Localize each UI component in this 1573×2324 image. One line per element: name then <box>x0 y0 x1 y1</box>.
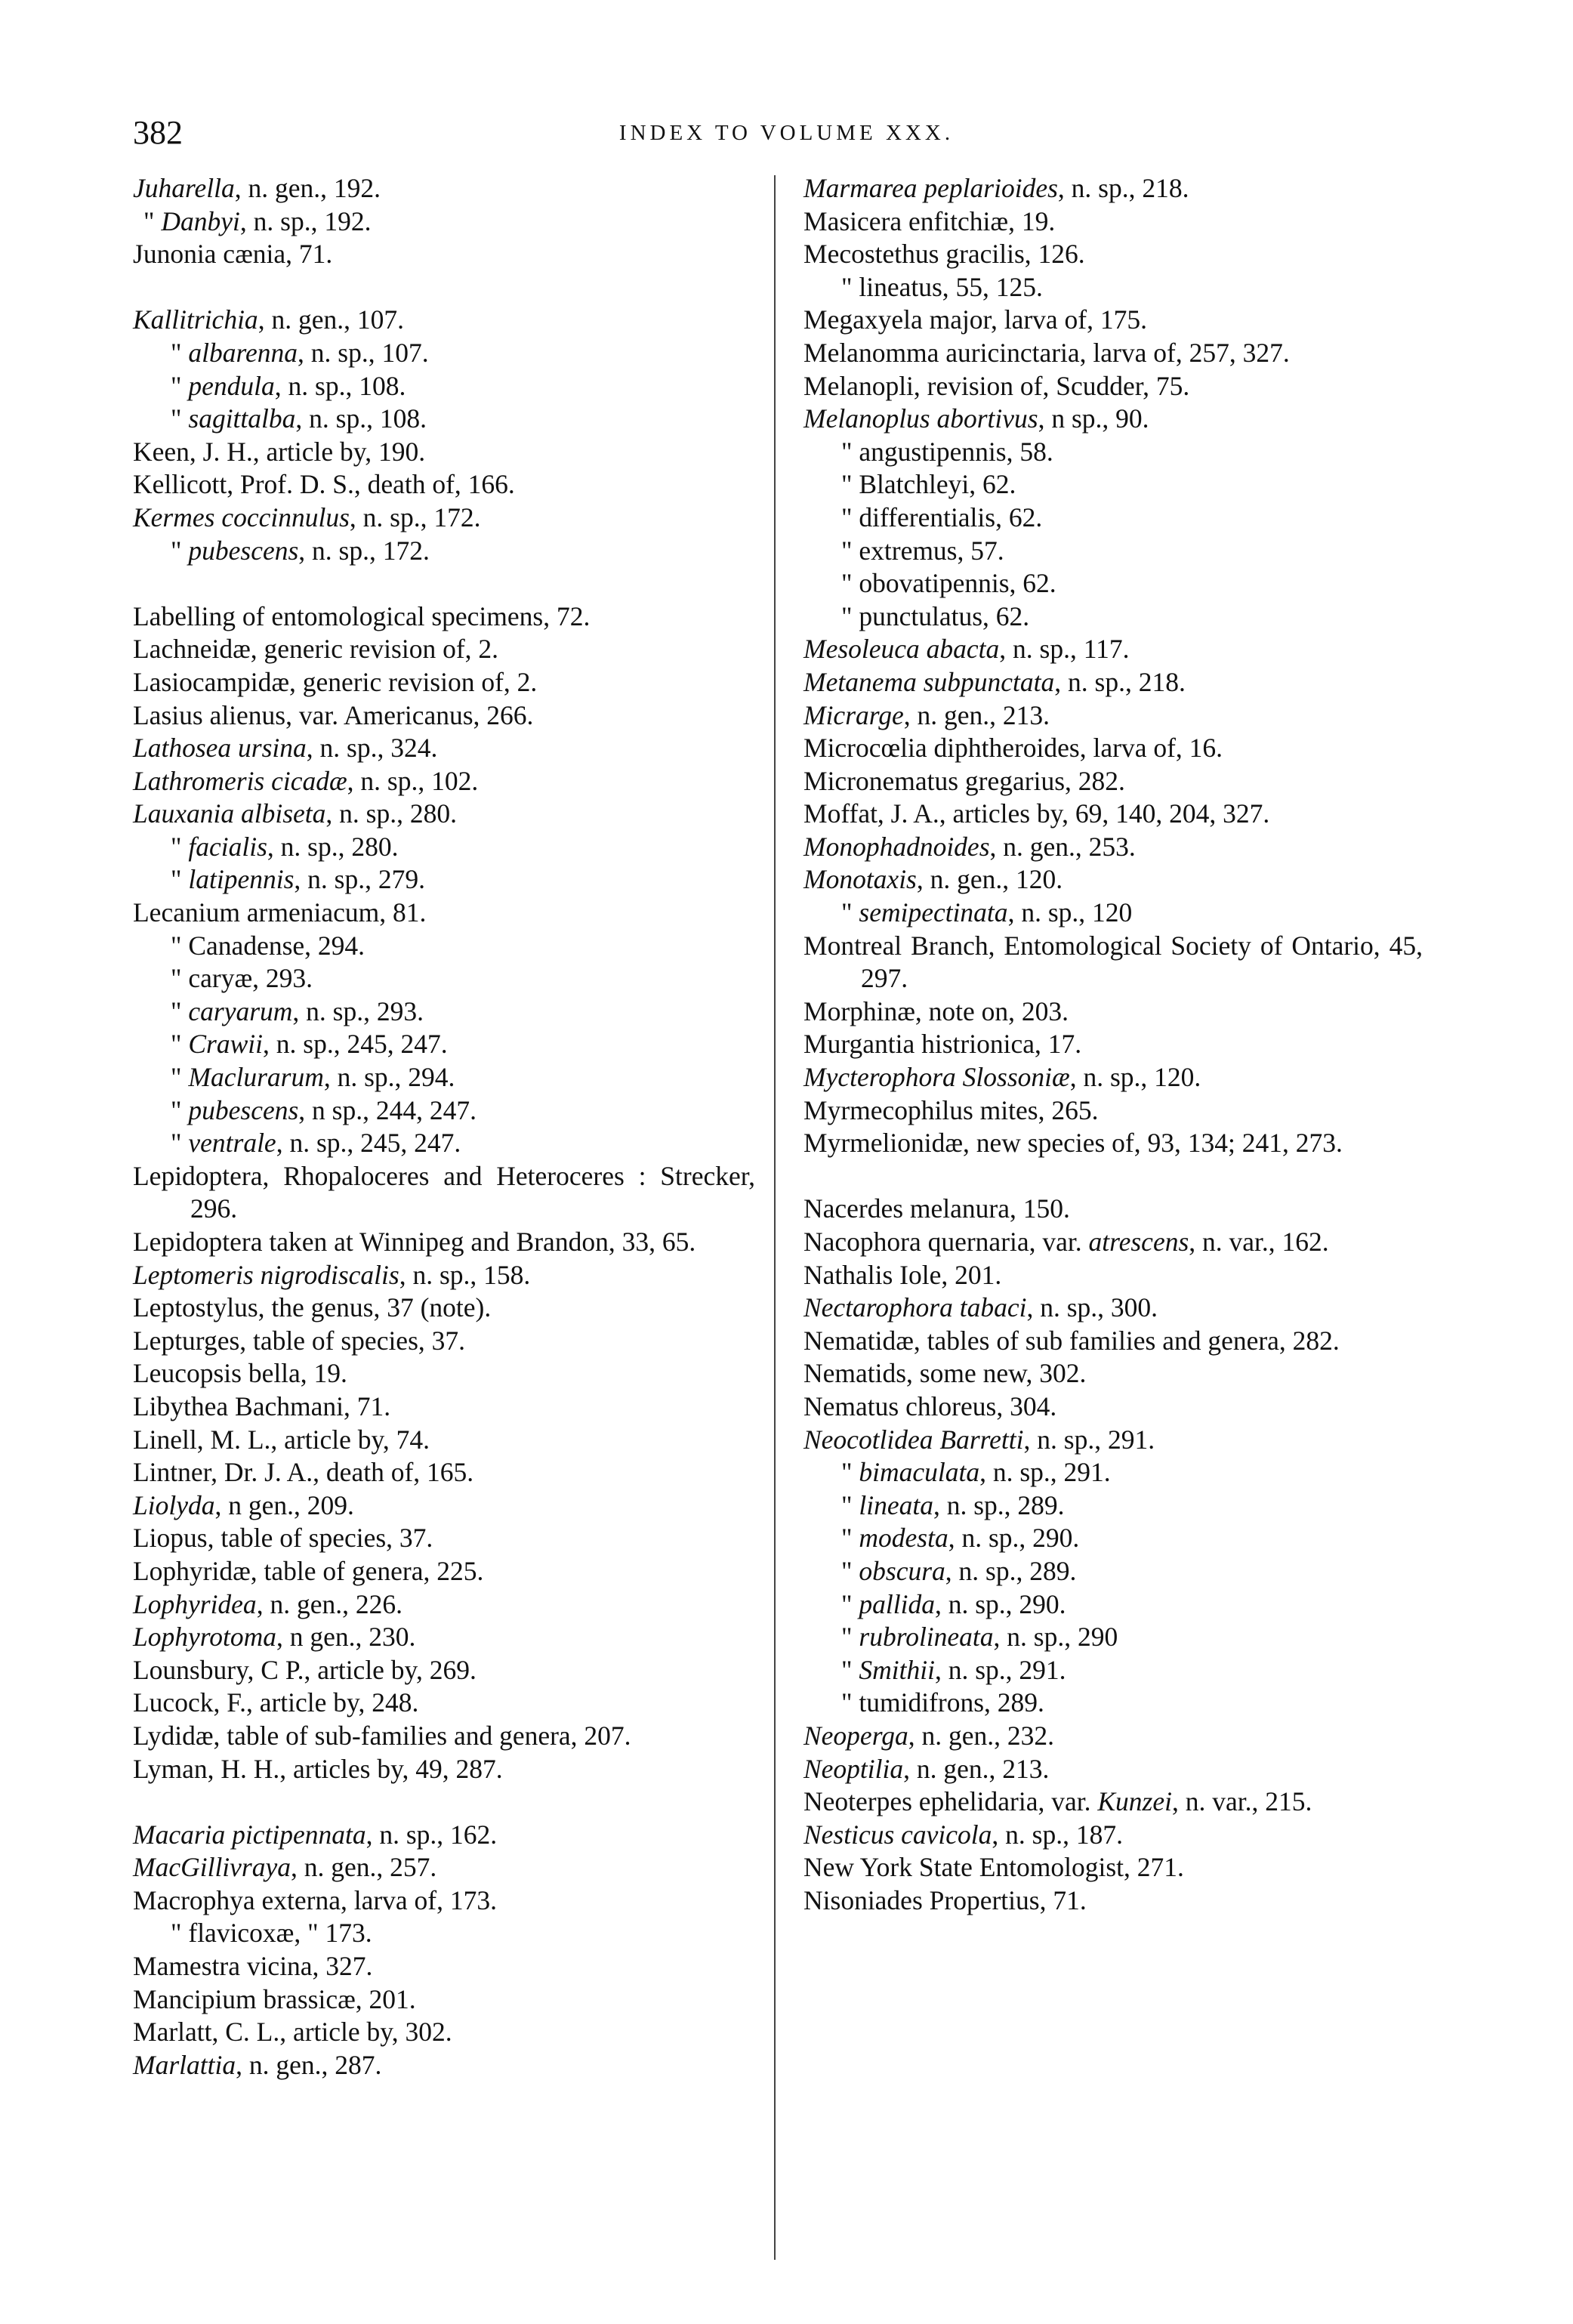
entry-text: Neoterpes ephelidaria, var. <box>803 1786 1098 1817</box>
entry-reference: , n. sp., 280. <box>267 831 399 862</box>
entry-italic-name: pubescens <box>188 1094 299 1125</box>
entry-text: Nacophora quernaria, var. <box>803 1227 1089 1257</box>
entry-text: Kellicott, Prof. D. S., death of, 166. <box>133 469 515 500</box>
ditto-mark: " <box>841 1555 853 1586</box>
entry-reference: , n gen., 230. <box>276 1622 416 1653</box>
index-entry <box>803 1424 1423 1457</box>
index-entry <box>133 995 755 1029</box>
entry-reference: , n. sp., 218. <box>1057 173 1189 203</box>
index-entry <box>803 1390 1423 1424</box>
ditto-mark: " <box>841 1489 853 1520</box>
entry-text: Lepturges, table of species, 37. <box>133 1325 466 1356</box>
entry-reference: , n. sp., 245, 247. <box>276 1128 461 1159</box>
index-entry <box>803 337 1423 370</box>
entry-text: Micronematus gregarius, 282. <box>803 765 1125 796</box>
entry-reference: , n. sp., 108. <box>295 403 427 434</box>
index-entry <box>803 732 1423 765</box>
entry-italic-name: Melanoplus abortivus <box>803 403 1038 434</box>
index-entry <box>803 863 1423 897</box>
ditto-mark: " <box>841 600 853 631</box>
entry-italic-name: Lophyridea <box>133 1588 257 1619</box>
entry-text: Lepidoptera, Rhopaloceres and Heteroceres : Strecker, 296. <box>133 1160 755 1224</box>
entry-italic-name: obscura <box>859 1555 945 1586</box>
index-entry <box>133 1522 755 1555</box>
entry-italic-name: Leptomeris nigrodiscalis <box>133 1259 399 1290</box>
index-entry <box>803 1456 1423 1489</box>
ditto-mark: " <box>171 535 182 566</box>
entry-italic-name: sagittalba <box>188 403 296 434</box>
entry-text: Morphinæ, note on, 203. <box>803 995 1069 1026</box>
entry-text: Masicera enfitchiæ, 19. <box>803 205 1056 236</box>
entry-text: Melanopli, revision of, Scudder, 75. <box>803 370 1190 401</box>
entry-text: Lachneidæ, generic revision of, 2. <box>133 634 499 665</box>
index-entry <box>133 1884 755 1918</box>
ditto-mark: " <box>143 205 155 236</box>
entry-text: tumidifrons, 289. <box>859 1687 1044 1718</box>
ditto-mark: " <box>171 1062 182 1093</box>
entry-italic-name: Neocotlidea Barretti <box>803 1424 1024 1455</box>
index-entry <box>133 1028 755 1061</box>
index-entry <box>133 205 755 239</box>
entry-reference: , n. sp., 108. <box>274 370 406 401</box>
index-entry <box>133 535 755 568</box>
index-entry <box>133 1094 755 1128</box>
index-entry <box>803 205 1423 239</box>
running-head: INDEX TO VOLUME XXX. <box>618 121 955 145</box>
entry-text: Nematus chloreus, 304. <box>803 1390 1057 1421</box>
index-entry <box>803 600 1423 634</box>
entry-reference: , n. sp., 289. <box>945 1555 1077 1586</box>
entry-italic-name: latipennis <box>188 864 295 895</box>
entry-italic-name: pubescens <box>188 535 299 566</box>
entry-reference: , n. sp., 280. <box>325 798 457 829</box>
entry-text: Megaxyela major, larva of, 175. <box>803 304 1147 335</box>
entry-reference: , n. sp., 293. <box>292 995 424 1026</box>
entry-text: Lydidæ, table of sub-families and genera, 207. <box>133 1720 631 1751</box>
ditto-mark: " <box>171 963 182 994</box>
entry-text: New York State Entomologist, 271. <box>803 1852 1184 1883</box>
entry-reference: , n gen., 209. <box>214 1489 354 1520</box>
index-entry <box>133 1390 755 1424</box>
entry-reference: , n. sp., 117. <box>999 634 1130 665</box>
entry-text: angustipennis, 58. <box>859 436 1053 467</box>
entry-reference: , n. sp., 172. <box>349 502 481 532</box>
index-entry <box>133 172 755 205</box>
entry-italic-name: Juharella <box>133 173 235 203</box>
entry-text: caryæ, 293. <box>188 963 313 994</box>
index-entry <box>133 1555 755 1588</box>
entry-text: Leucopsis bella, 19. <box>133 1358 347 1389</box>
index-entry <box>133 436 755 469</box>
index-entry <box>803 930 1423 995</box>
index-entry <box>803 765 1423 798</box>
entry-italic-name: Neoptilia <box>803 1753 904 1784</box>
index-entry <box>803 1193 1423 1226</box>
index-entry <box>803 1687 1423 1720</box>
entry-reference: , n. gen., 257. <box>291 1852 437 1883</box>
index-entry <box>133 732 755 765</box>
index-entry <box>133 1687 755 1720</box>
entry-reference: , n. sp., 192. <box>239 205 372 236</box>
entry-italic-name: Neoperga <box>803 1720 908 1751</box>
entry-reference: , n. var., 162. <box>1189 1227 1329 1257</box>
entry-italic-name: Maclurarum <box>188 1062 324 1093</box>
entry-italic-name: caryarum <box>188 995 293 1026</box>
index-entry <box>803 1720 1423 1753</box>
entry-text: Nacerdes melanura, 150. <box>803 1193 1070 1224</box>
entry-italic-name: rubrolineata <box>859 1622 994 1653</box>
entry-reference: , n. sp., 300. <box>1026 1292 1158 1323</box>
entry-reference: , n. gen., 213. <box>903 699 1050 730</box>
entry-italic-name: Macaria pictipennata <box>133 1819 366 1850</box>
entry-reference: , n. sp., 291. <box>979 1457 1111 1488</box>
entry-reference: , n. sp., 324. <box>306 733 438 764</box>
index-entry <box>803 1127 1423 1160</box>
index-entry <box>803 436 1423 469</box>
index-entry <box>133 1259 755 1292</box>
entry-italic-name: pallida <box>859 1588 935 1619</box>
index-entry <box>803 1785 1423 1819</box>
index-entry <box>803 370 1423 403</box>
index-entry <box>133 1489 755 1523</box>
entry-reference: , n. gen., 287. <box>236 2049 382 2080</box>
ditto-mark: " <box>171 1128 182 1159</box>
index-entry <box>803 1226 1423 1259</box>
entry-italic-name: Mycterophora Slossoniæ <box>803 1062 1070 1093</box>
ditto-mark: " <box>171 831 182 862</box>
entry-italic-name: Kallitrichia <box>133 304 258 335</box>
ditto-mark: " <box>171 1029 182 1060</box>
ditto-mark: " <box>171 864 182 895</box>
entry-italic-name: modesta <box>859 1523 948 1554</box>
index-entry <box>803 403 1423 436</box>
entry-italic-name: Kunzei <box>1097 1786 1172 1817</box>
index-entry <box>803 1259 1423 1292</box>
entry-text: Lophyridæ, table of genera, 225. <box>133 1555 484 1586</box>
index-entry <box>803 567 1423 600</box>
entry-italic-name: atrescens <box>1088 1227 1189 1257</box>
entry-reference: , n. gen., 107. <box>258 304 404 335</box>
ditto-mark: " <box>841 436 853 467</box>
index-entry <box>133 1753 755 1786</box>
index-entry <box>133 238 755 271</box>
ditto-mark: " <box>841 469 853 500</box>
ditto-mark: " <box>841 1523 853 1554</box>
index-entry <box>133 863 755 897</box>
index-entry <box>803 1357 1423 1390</box>
entry-italic-name: Nectarophora tabaci <box>803 1292 1027 1323</box>
ditto-mark: " <box>171 370 182 401</box>
ditto-mark: " <box>841 502 853 532</box>
index-entry <box>133 831 755 864</box>
entry-reference: , n. sp., 187. <box>992 1819 1123 1850</box>
ditto-mark: " <box>841 1622 853 1653</box>
entry-reference: , n. gen., 226. <box>256 1588 403 1619</box>
entry-text: Linell, M. L., article by, 74. <box>133 1424 430 1455</box>
entry-italic-name: lineata <box>859 1489 933 1520</box>
entry-text: Lintner, Dr. J. A., death of, 165. <box>133 1457 474 1488</box>
index-entry <box>133 1950 755 1983</box>
entry-italic-name: Lauxania albiseta <box>133 798 326 829</box>
entry-italic-name: ventrale <box>188 1128 276 1159</box>
entry-text: Lepidoptera taken at Winnipeg and Brandon, 33, 65. <box>133 1227 696 1257</box>
column-divider <box>774 175 776 2260</box>
index-entry <box>133 1160 755 1226</box>
entry-text: Melanomma auricinctaria, larva of, 257, 327. <box>803 337 1290 368</box>
index-entry <box>133 1325 755 1358</box>
index-entry <box>133 962 755 995</box>
index-entry <box>803 1884 1423 1918</box>
index-entry <box>803 798 1423 831</box>
entry-italic-name: Liolyda <box>133 1489 215 1520</box>
index-entry <box>133 2049 755 2082</box>
entry-text: Mamestra vicina, 327. <box>133 1951 373 1982</box>
index-entry <box>133 1292 755 1325</box>
index-entry <box>803 1588 1423 1622</box>
entry-italic-name: Lophyrotoma <box>133 1622 276 1653</box>
entry-reference: , n. var., 215. <box>1171 1786 1312 1817</box>
index-entry <box>803 1028 1423 1061</box>
entry-italic-name: Mesoleuca abacta <box>803 634 1000 665</box>
index-entry <box>133 502 755 535</box>
entry-italic-name: Lathosea ursina <box>133 733 307 764</box>
ditto-mark: " <box>171 1918 182 1949</box>
entry-text: Montreal Branch, Entomological Society of Ontario, 45, 297. <box>803 930 1423 994</box>
entry-text: Labelling of entomological specimens, 72. <box>133 600 591 631</box>
entry-reference: , n. gen., 213. <box>903 1753 1050 1784</box>
entry-italic-name: pendula <box>188 370 275 401</box>
index-entry <box>803 1851 1423 1884</box>
index-entry <box>803 1292 1423 1325</box>
entry-reference: , n. sp., 172. <box>298 535 430 566</box>
entry-reference: , n sp., 90. <box>1038 403 1149 434</box>
index-entry <box>133 1621 755 1654</box>
index-entry <box>133 633 755 666</box>
entry-reference: , n. gen., 232. <box>908 1720 1054 1751</box>
entry-text: Nematids, some new, 302. <box>803 1358 1087 1389</box>
index-entry <box>133 666 755 699</box>
entry-reference: , n. sp., 290. <box>934 1588 1066 1619</box>
entry-italic-name: Crawii <box>188 1029 264 1060</box>
entry-text: Moffat, J. A., articles by, 69, 140, 204, 327. <box>803 798 1270 829</box>
entry-reference: , n sp., 244, 247. <box>298 1094 477 1125</box>
index-entry <box>133 699 755 733</box>
index-entry <box>803 831 1423 864</box>
ditto-mark: " <box>841 271 853 302</box>
index-entry <box>133 897 755 930</box>
index-entry <box>133 1819 755 1852</box>
index-column-left <box>133 172 755 2082</box>
index-entry <box>803 995 1423 1029</box>
ditto-mark: " <box>171 403 182 434</box>
entry-reference: , n. sp., 158. <box>399 1259 531 1290</box>
index-entry <box>133 1226 755 1259</box>
entry-text: flavicoxæ, " 173. <box>188 1918 372 1949</box>
index-entry <box>803 1555 1423 1588</box>
index-entry <box>803 666 1423 699</box>
entry-reference: , n. gen., 253. <box>989 831 1136 862</box>
entry-text: punctulatus, 62. <box>859 600 1030 631</box>
entry-reference: , n. sp., 120 <box>1007 897 1133 928</box>
index-column-right <box>803 172 1423 1917</box>
ditto-mark: " <box>841 1457 853 1488</box>
index-entry <box>803 468 1423 502</box>
index-entry <box>803 897 1423 930</box>
index-entry <box>803 1522 1423 1555</box>
entry-reference: , n. sp., 107. <box>298 337 429 368</box>
index-entry <box>803 633 1423 666</box>
entry-text: Blatchleyi, 62. <box>859 469 1016 500</box>
entry-text: Nematidæ, tables of sub families and genera, 282. <box>803 1325 1340 1356</box>
index-entry <box>133 468 755 502</box>
entry-italic-name: Micrarge <box>803 699 904 730</box>
index-entry <box>803 535 1423 568</box>
index-entry <box>803 1819 1423 1852</box>
entry-text: Murgantia histrionica, 17. <box>803 1029 1082 1060</box>
entry-text: Nisoniades Propertius, 71. <box>803 1884 1087 1915</box>
index-entry <box>803 502 1423 535</box>
index-entry <box>133 1357 755 1390</box>
index-entry <box>803 1094 1423 1128</box>
index-entry <box>133 798 755 831</box>
entry-italic-name: MacGillivraya <box>133 1852 291 1883</box>
index-entry <box>133 337 755 370</box>
entry-text: Lyman, H. H., articles by, 49, 287. <box>133 1753 503 1784</box>
entry-text: Microcœlia diphtheroides, larva of, 16. <box>803 733 1223 764</box>
index-entry <box>803 1489 1423 1523</box>
index-entry <box>133 1588 755 1622</box>
index-entry <box>133 765 755 798</box>
ditto-mark: " <box>841 1588 853 1619</box>
entry-italic-name: Marlattia <box>133 2049 236 2080</box>
entry-text: Lucock, F., article by, 248. <box>133 1687 419 1718</box>
entry-text: Mancipium brassicæ, 201. <box>133 1983 416 2014</box>
entry-reference: , n. sp., 291. <box>934 1654 1066 1685</box>
index-entry <box>803 1061 1423 1094</box>
entry-italic-name: albarenna <box>188 337 298 368</box>
index-entry <box>133 1424 755 1457</box>
entry-text: lineatus, 55, 125. <box>859 271 1043 302</box>
index-entry <box>133 1456 755 1489</box>
entry-text: Myrmecophilus mites, 265. <box>803 1094 1099 1125</box>
entry-reference: , n. sp., 290 <box>993 1622 1118 1653</box>
index-entry <box>133 1127 755 1160</box>
index-entry <box>803 1654 1423 1687</box>
entry-italic-name: Marmarea peplarioides <box>803 173 1058 203</box>
entry-reference: , n. gen., 192. <box>234 173 381 203</box>
index-entry <box>133 1061 755 1094</box>
entry-reference: , n. sp., 102. <box>347 765 479 796</box>
index-entry <box>803 172 1423 205</box>
ditto-mark: " <box>171 995 182 1026</box>
entry-text: Myrmelionidæ, new species of, 93, 134; 241, 273. <box>803 1128 1343 1159</box>
entry-italic-name: Monotaxis <box>803 864 917 895</box>
entry-text: obovatipennis, 62. <box>859 568 1056 599</box>
index-entry <box>803 699 1423 733</box>
entry-reference: , n. sp., 245, 247. <box>263 1029 448 1060</box>
entry-reference: , n. sp., 120. <box>1069 1062 1201 1093</box>
ditto-mark: " <box>171 930 182 961</box>
index-entry <box>133 1983 755 2017</box>
entry-text: Marlatt, C. L., article by, 302. <box>133 2017 452 2048</box>
entry-text: Mecostethus gracilis, 126. <box>803 239 1085 270</box>
entry-italic-name: semipectinata <box>859 897 1008 928</box>
entry-italic-name: bimaculata <box>859 1457 980 1488</box>
index-entry <box>133 403 755 436</box>
entry-text: Junonia cænia, 71. <box>133 239 333 270</box>
entry-italic-name: Danbyi <box>161 205 240 236</box>
index-entry <box>133 304 755 337</box>
ditto-mark: " <box>171 337 182 368</box>
entry-text: Libythea Bachmani, 71. <box>133 1390 391 1421</box>
index-entry <box>133 1917 755 1950</box>
index-entry <box>133 1720 755 1753</box>
index-entry <box>803 271 1423 304</box>
entry-reference: , n. sp., 218. <box>1054 666 1186 697</box>
entry-reference: , n. sp., 291. <box>1023 1424 1155 1455</box>
entry-text: extremus, 57. <box>859 535 1004 566</box>
entry-italic-name: Kermes coccinnulus <box>133 502 350 532</box>
index-entry <box>133 930 755 963</box>
ditto-mark: " <box>841 1654 853 1685</box>
entry-text: Leptostylus, the genus, 37 (note). <box>133 1292 492 1323</box>
entry-italic-name: Nesticus cavicola <box>803 1819 992 1850</box>
ditto-mark: " <box>171 1094 182 1125</box>
entry-text: Lasius alienus, var. Americanus, 266. <box>133 699 534 730</box>
entry-text: Lasiocampidæ, generic revision of, 2. <box>133 666 538 697</box>
entry-italic-name: Metanema subpunctata <box>803 666 1055 697</box>
index-entry <box>803 1753 1423 1786</box>
index-entry <box>803 304 1423 337</box>
page-number: 382 <box>133 114 183 151</box>
entry-text: Liopus, table of species, 37. <box>133 1523 433 1554</box>
entry-italic-name: Smithii <box>859 1654 935 1685</box>
index-entry <box>803 1325 1423 1358</box>
index-entry <box>803 238 1423 271</box>
entry-text: Lounsbury, C P., article by, 269. <box>133 1654 477 1685</box>
ditto-mark: " <box>841 1687 853 1718</box>
entry-reference: , n. sp., 290. <box>948 1523 1080 1554</box>
ditto-mark: " <box>841 568 853 599</box>
index-entry <box>133 1851 755 1884</box>
entry-reference: , n. sp., 289. <box>933 1489 1065 1520</box>
ditto-mark: " <box>841 897 853 928</box>
index-entry <box>133 1654 755 1687</box>
entry-text: Canadense, 294. <box>188 930 365 961</box>
index-entry <box>803 1621 1423 1654</box>
index-entry <box>133 600 755 634</box>
entry-text: differentialis, 62. <box>859 502 1043 532</box>
entry-reference: , n. sp., 279. <box>294 864 425 895</box>
entry-italic-name: Lathromeris cicadæ <box>133 765 347 796</box>
entry-text: Nathalis Iole, 201. <box>803 1259 1002 1290</box>
entry-italic-name: Monophadnoides <box>803 831 990 862</box>
entry-text: Lecanium armeniacum, 81. <box>133 897 427 928</box>
entry-text: Keen, J. H., article by, 190. <box>133 436 426 467</box>
entry-text: Macrophya externa, larva of, 173. <box>133 1884 498 1915</box>
ditto-mark: " <box>841 535 853 566</box>
entry-italic-name: facialis <box>188 831 267 862</box>
entry-reference: , n. gen., 120. <box>916 864 1063 895</box>
entry-reference: , n. sp., 294. <box>323 1062 455 1093</box>
index-entry <box>133 2016 755 2049</box>
entry-reference: , n. sp., 162. <box>365 1819 498 1850</box>
index-entry <box>133 370 755 403</box>
